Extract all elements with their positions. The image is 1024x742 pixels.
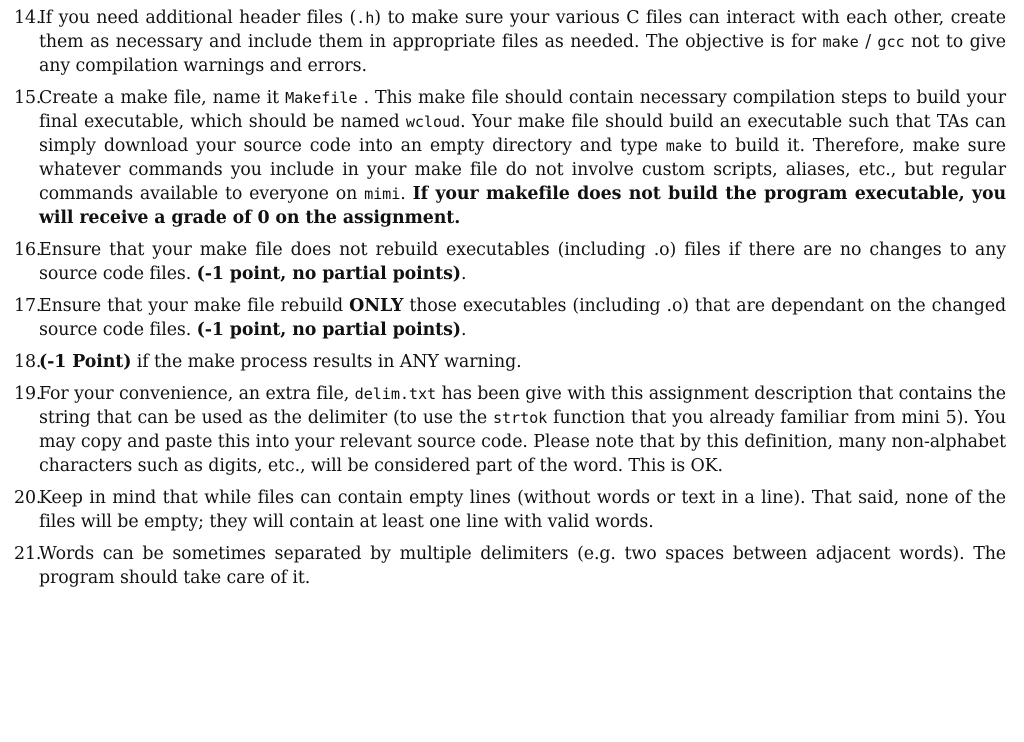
list-item-number: 17. [14, 296, 42, 316]
body-text: / [858, 32, 878, 52]
body-text: Words can be sometimes separated by multiple delimiters (e.g. two spaces between adjacent words). The program should take care of it. [39, 544, 1006, 588]
inline-code: wcloud [405, 113, 461, 131]
body-text: function that you already familiar from mini 5). You may copy and paste this into your relevant source code. Please note that by this definition, many non-alphabet characters such as digits, etc., will be considered part of the word. This is OK. [39, 408, 1006, 476]
body-text: if the make process results in ANY warning. [131, 352, 522, 372]
body-text: . [460, 320, 467, 340]
body-text: If you need additional header files ( [39, 8, 357, 28]
list-item-number: 19. [14, 384, 42, 404]
list-item-number: 18. [14, 352, 42, 372]
bold-text: If your makefile does not build the program executable, you will receive a grade of 0 on the assignment. [39, 184, 1007, 228]
list-item-number: 21. [14, 544, 42, 564]
assignment-instructions-list [14, 6, 1006, 598]
list-item [14, 542, 1006, 590]
inline-code: .h [356, 9, 375, 27]
bold-text: (-1 point, no partial points) [196, 320, 461, 340]
body-text: . Your make file should build an executable such that TAs can simply download your source code into an empty directory and type [39, 112, 1006, 156]
body-text: not to give any compilation warnings and errors. [39, 32, 1007, 76]
body-text: . [400, 184, 413, 204]
list-item [14, 486, 1006, 534]
body-text: Create a make file, name it [39, 88, 286, 108]
body-text: Ensure that your make file rebuild [39, 296, 350, 316]
list-item [14, 6, 1006, 78]
list-item [14, 238, 1006, 286]
body-text: . [460, 264, 467, 284]
body-text: ) to make sure your various C files can interact with each other, create them as necessary and include them in appropriate files as needed. The objective is for [39, 8, 1006, 52]
list-item-number: 16. [14, 240, 42, 260]
list-item-number: 15. [14, 88, 42, 108]
inline-code: Makefile [285, 89, 358, 107]
inline-code: make [822, 33, 859, 51]
inline-code: mimi [364, 185, 401, 203]
inline-code: gcc [877, 33, 905, 51]
list-item [14, 86, 1006, 230]
inline-code: delim.txt [354, 385, 437, 403]
body-text: . This make file should contain necessary compilation steps to build your final executable, which should be named [39, 88, 1006, 132]
bold-text: (-1 Point) [39, 352, 132, 372]
body-text: Ensure that your make file does not rebuild executables (including .o) files if there are no changes to any source code files. [39, 240, 1006, 284]
inline-code: strtok [492, 409, 548, 427]
body-text: those executables (including .o) that are dependant on the changed source code files. [39, 296, 1006, 340]
list-item [14, 350, 1006, 374]
inline-code: make [665, 137, 702, 155]
list-item-number: 20. [14, 488, 42, 508]
list-item [14, 294, 1006, 342]
body-text: to build it. Therefore, make sure whatever commands you include in your make file do not involve custom scripts, aliases, etc., but regular commands available to everyone on [39, 136, 1006, 204]
list-item-number: 14. [14, 8, 42, 28]
body-text: For your convenience, an extra file, [39, 384, 355, 404]
list-item [14, 382, 1006, 478]
body-text: Keep in mind that while files can contain empty lines (without words or text in a line). That said, none of the files will be empty; they will contain at least one line with valid words. [39, 488, 1006, 532]
body-text: has been give with this assignment description that contains the string that can be used as the delimiter (to use the [39, 384, 1006, 428]
bold-text: ONLY [349, 296, 404, 316]
bold-text: (-1 point, no partial points) [196, 264, 461, 284]
